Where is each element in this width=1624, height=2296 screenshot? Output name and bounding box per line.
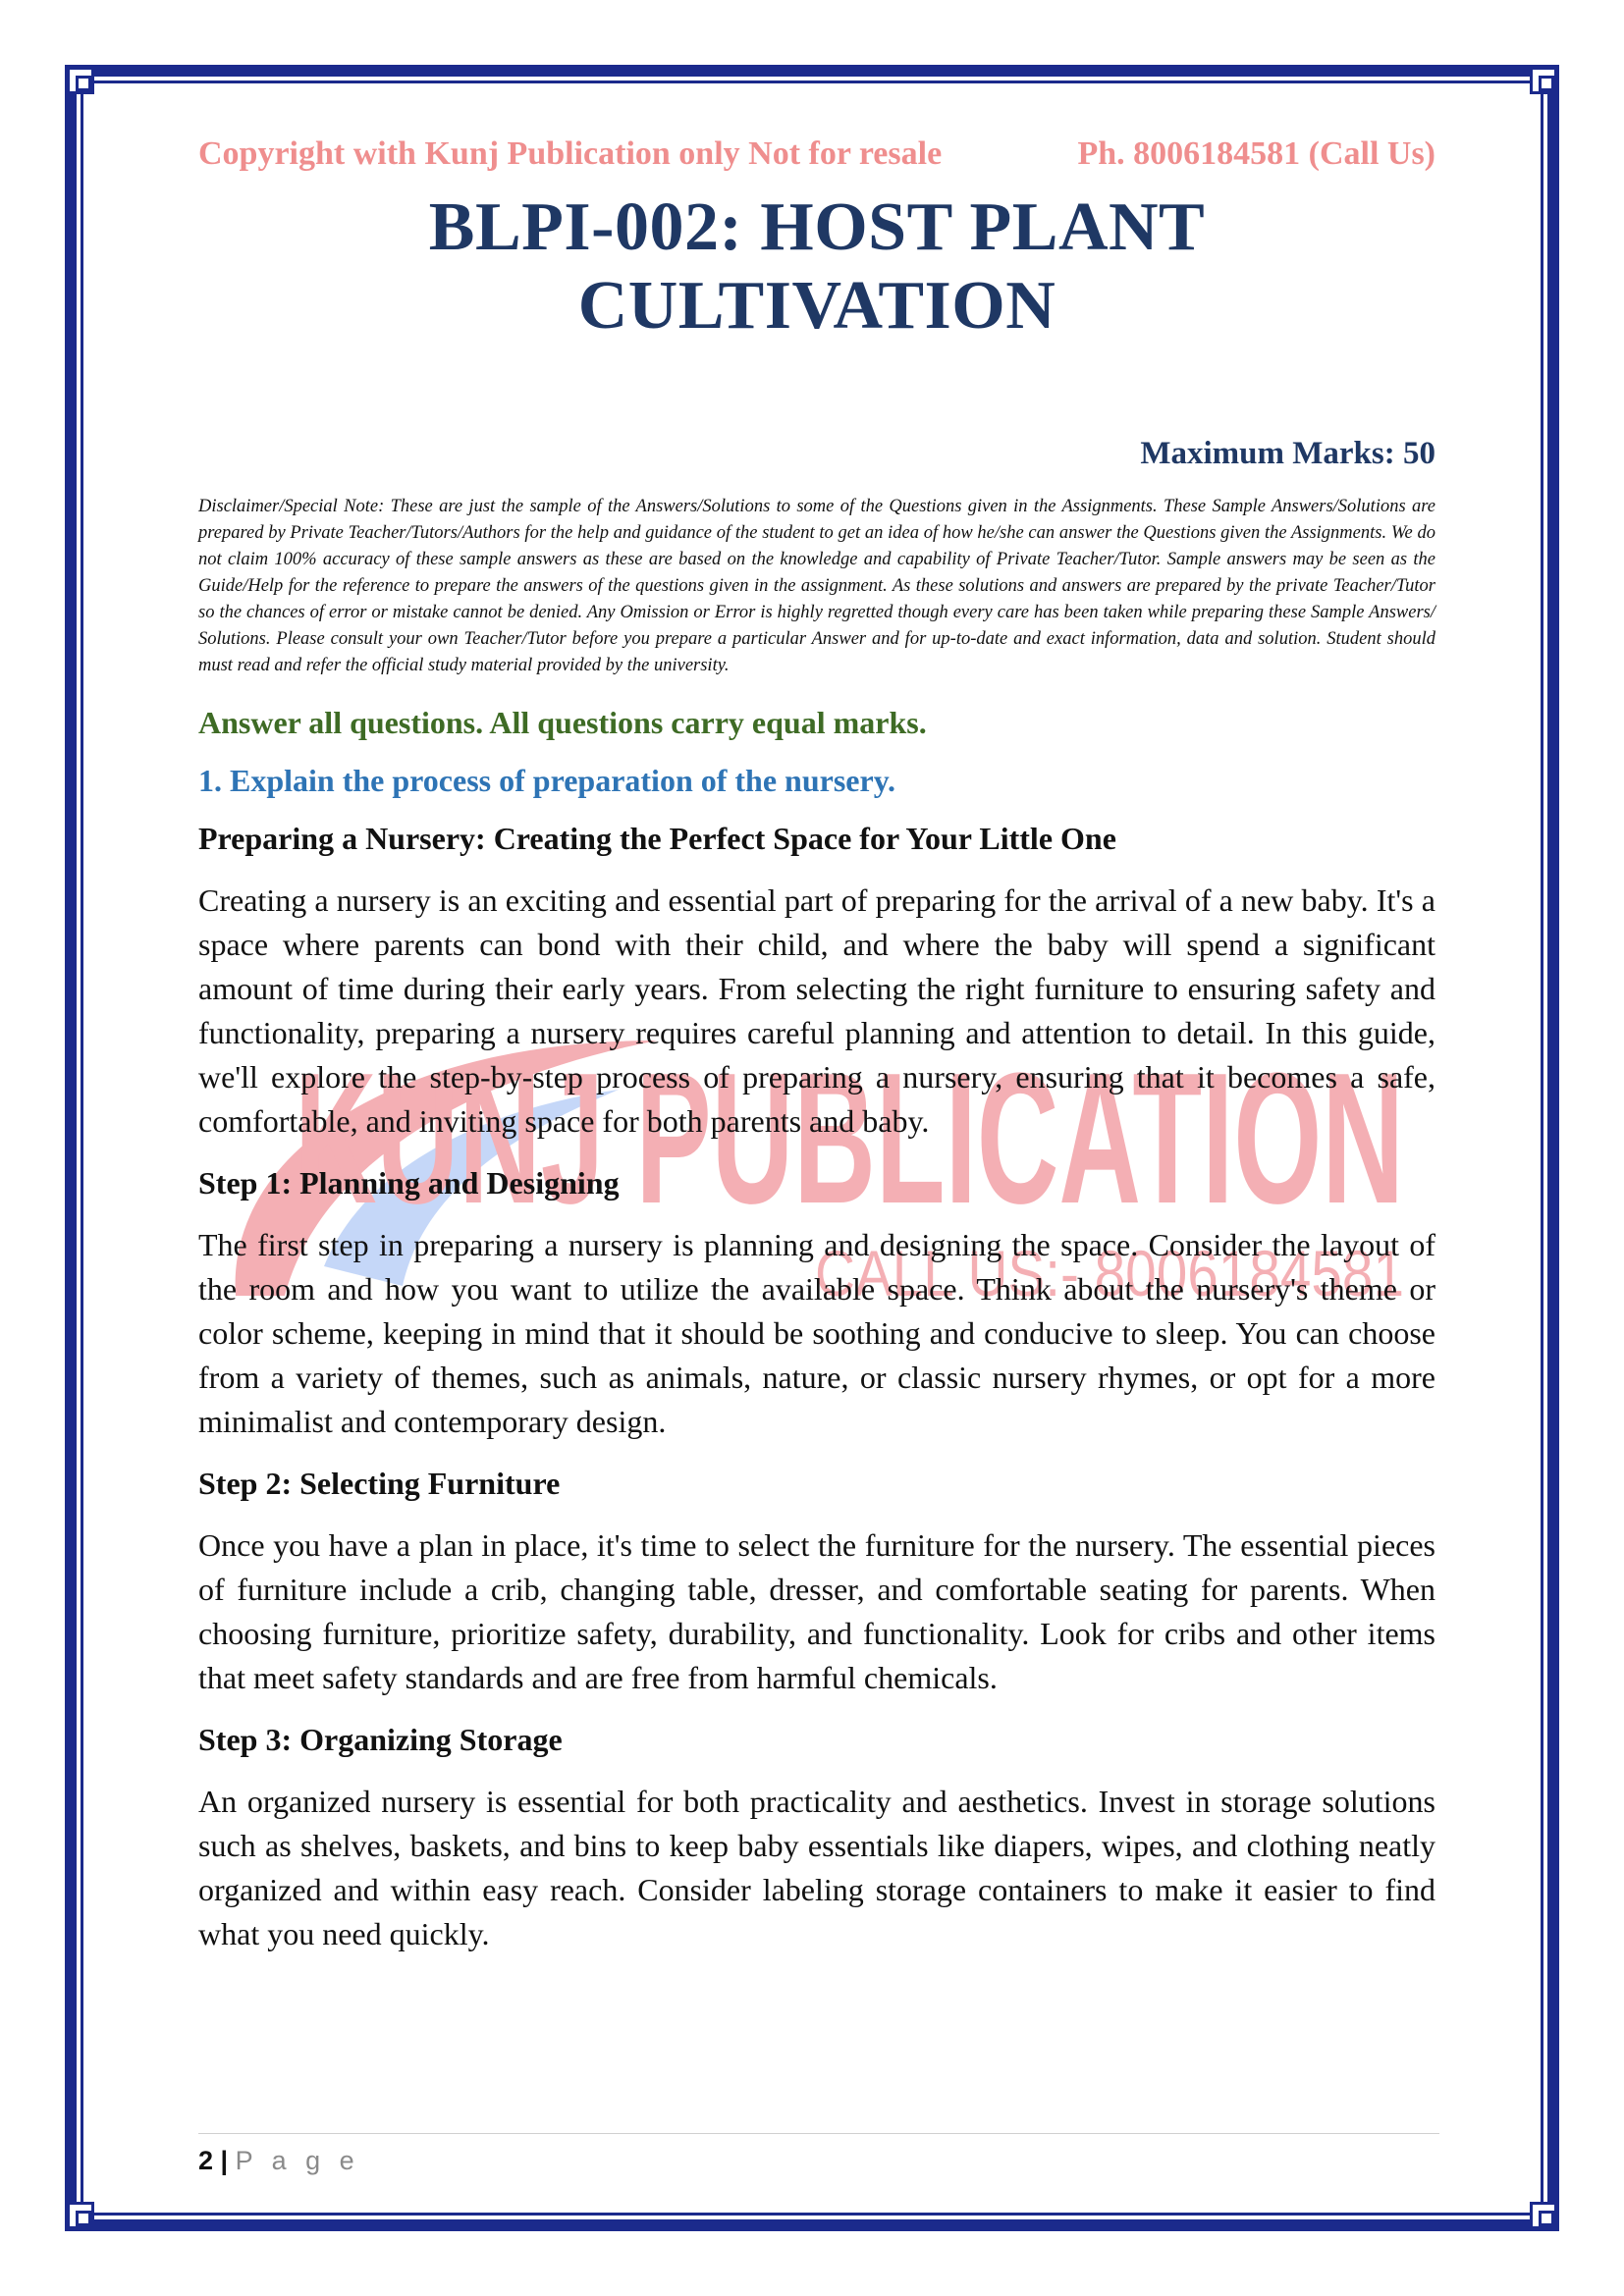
disclaimer-text: Disclaimer/Special Note: These are just the sample of the Answers/Solutions to some of the Questions given in the Assignments. These Sample Answers/Solutions are prepared by Private Teacher/Tutors/Authors for the help and guidance of the student to get an idea of how he/she can answer the Questions given the Assignments. We do not claim 100% accuracy of these sample answers as these are based on the knowledge and capability of Private Teacher/Tutor. Sample answers may be seen as the Guide/Help for the reference to prepare the answers of the questions given in the assignment. As these solutions and answers are prepared by the private Teacher/Tutor so the chances of error or mistake cannot be denied. Any Omission or Error is highly regretted though every care has been taken while preparing these Sample Answers/ Solutions. Please consult your own Teacher/Tutor before you prepare a particular Answer and for up-to-date and exact information, data and solution. Student should must read and refer the official study material provided by the university. [198, 497, 1435, 675]
border-corner-ornament [1530, 67, 1557, 94]
border-corner-ornament [67, 2202, 94, 2229]
border-corner-ornament [67, 67, 94, 94]
step-1-text: The first step in preparing a nursery is planning and designing the space. Consider the layout of the room and how you want to utilize the available space. Think about the nursery's theme or color scheme, keeping in mind that it should be soothing and conducive to sleep. You can choose from a variety of themes, such as animals, nature, or classic nursery rhymes, or opt for a more minimalist and contemporary design. [198, 1227, 1435, 1439]
exam-instruction: Answer all questions. All questions carry equal marks. [198, 705, 927, 740]
header-line [198, 135, 1435, 173]
footer-separator: | [220, 2146, 229, 2175]
step-3-heading: Step 3: Organizing Storage [198, 1722, 563, 1757]
step-3-text: An organized nursery is essential for both practicality and aesthetics. Invest in storage solutions such as shelves, baskets, and bins to keep baby essentials like diapers, wipes, and clothing neatly organized and within easy reach. Consider labeling storage containers to make it easier to find what you need quickly. [198, 1784, 1435, 1951]
step-2-text: Once you have a plan in place, it's time to select the furniture for the nursery. The essential pieces of furniture include a crib, changing table, dresser, and comfortable seating for parents. When choosing furniture, prioritize safety, durability, and functionality. Look for cribs and other items that meet safety standards and are free from harmful chemicals. [198, 1527, 1435, 1695]
question-1: 1. Explain the process of preparation of the nursery. [198, 763, 895, 798]
page-content [198, 135, 1435, 1956]
step-1-heading: Step 1: Planning and Designing [198, 1165, 620, 1201]
step-2-heading: Step 2: Selecting Furniture [198, 1466, 561, 1501]
document-title: BLPI-002: HOST PLANT CULTIVATION [428, 189, 1206, 344]
answer-title: Preparing a Nursery: Creating the Perfect Space for Your Little One [198, 821, 1116, 856]
border-corner-ornament [1530, 2202, 1557, 2229]
page-label: P a g e [235, 2146, 360, 2175]
page-number: 2 [198, 2146, 214, 2175]
page-footer [198, 2133, 1439, 2176]
intro-paragraph: Creating a nursery is an exciting and essential part of preparing for the arrival of a new baby. It's a space where parents can bond with their child, and where the baby will spend a significant amount of time during their early years. From selecting the right furniture to ensuring safety and functionality, preparing a nursery requires careful planning and attention to detail. In this guide, we'll explore the step-by-step process of preparing a nursery, ensuring that it becomes a safe, comfortable, and inviting space for both parents and baby. [198, 882, 1435, 1139]
copyright-notice: Copyright with Kunj Publication only Not for resale [198, 135, 943, 172]
watermark-call: CALL US:- 8006184581 [815, 1237, 1404, 1309]
phone-number: Ph. 8006184581 (Call Us) [1077, 135, 1435, 172]
watermark-brand: KUNJ PUBLICATION [295, 1035, 1404, 1243]
maximum-marks: Maximum Marks: 50 [1140, 436, 1435, 471]
